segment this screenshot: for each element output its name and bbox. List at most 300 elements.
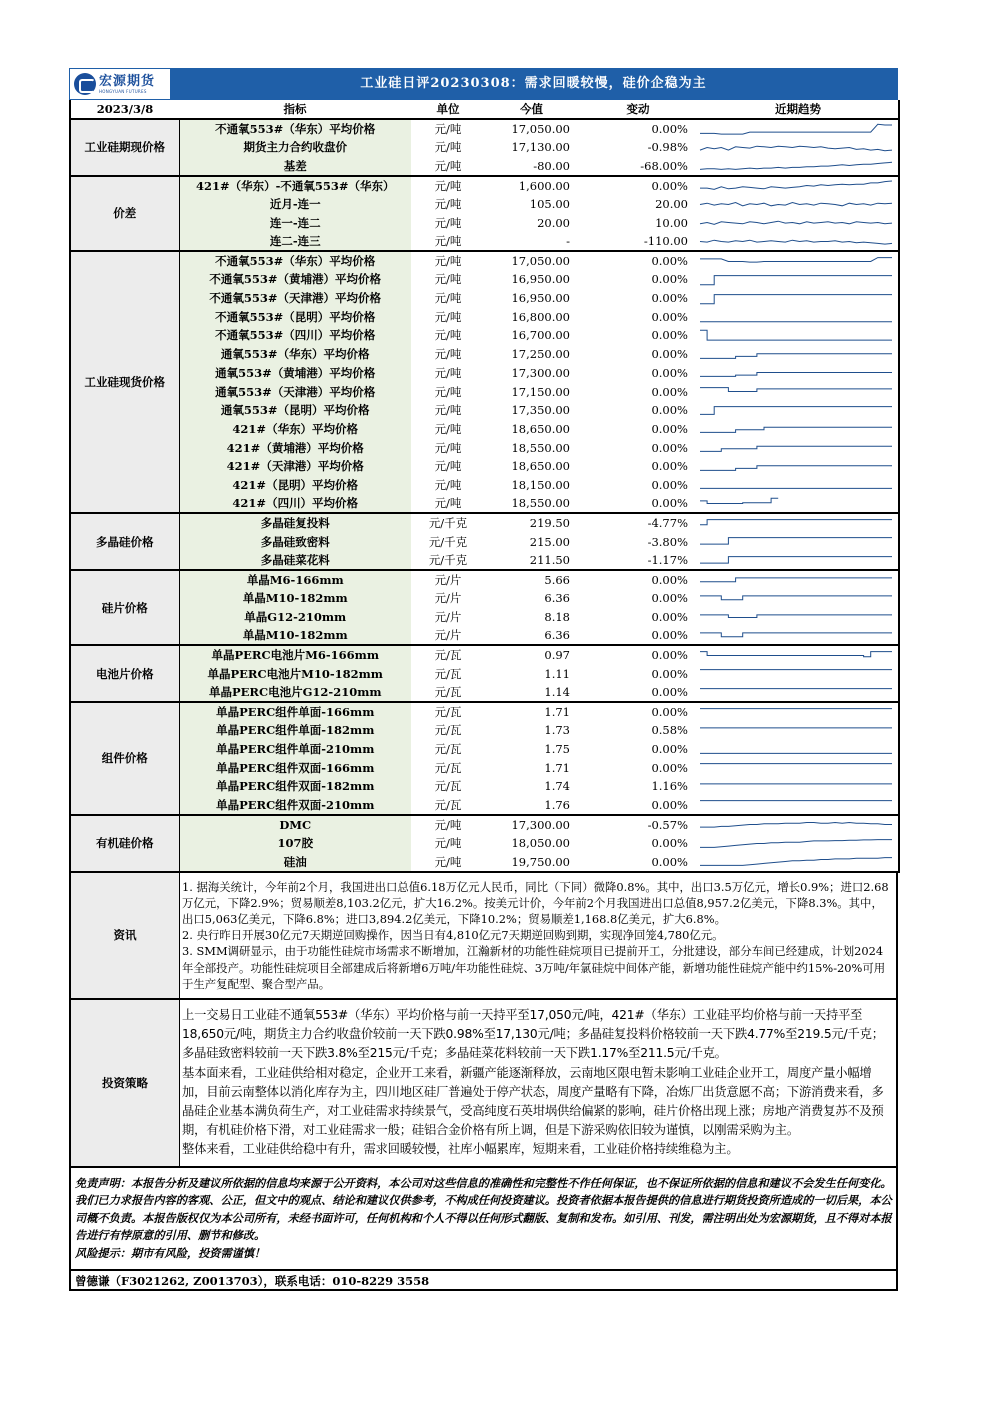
category-label: 组件价格 [70, 702, 179, 815]
change-cell: 0.00% [578, 683, 698, 702]
unit-cell: 元/吨 [434, 309, 462, 324]
value-cell: 17,300.00 [511, 817, 570, 832]
change-cell: 0.00% [651, 705, 688, 720]
trend-line [700, 124, 892, 134]
table-row [70, 740, 899, 759]
trend-sparkline [698, 835, 896, 852]
unit-cell: 元/吨 [411, 157, 485, 176]
table-row [70, 570, 899, 589]
value-cell: 18,050.00 [511, 836, 570, 851]
trend-sparkline [698, 647, 896, 664]
value-cell: 211.50 [485, 551, 578, 570]
trend-cell [698, 364, 899, 383]
change-cell: 0.00% [651, 309, 688, 324]
unit-cell: 元/吨 [434, 347, 462, 362]
trend-cell [698, 195, 899, 214]
value-cell: 18,150.00 [511, 477, 570, 492]
unit-cell: 元/吨 [434, 440, 462, 455]
unit-cell: 元/片 [434, 610, 462, 625]
indicator-name: 近月-连一 [179, 195, 411, 214]
value-cell: 1.73 [544, 723, 570, 738]
trend-line [700, 538, 892, 545]
table-row [70, 777, 899, 796]
unit-cell: 元/吨 [434, 328, 462, 343]
strategy-label: 投资策略 [71, 1000, 180, 1166]
table-row [70, 307, 899, 326]
trend-cell [698, 608, 899, 627]
trend-cell [698, 740, 899, 759]
indicator-name: 不通氧553#（华东）平均价格 [179, 119, 411, 138]
unit-cell: 元/吨 [434, 365, 462, 380]
trend-cell [698, 834, 899, 853]
indicator-name: 不通氧553#（华东）平均价格 [179, 251, 411, 270]
change-cell: 10.00 [655, 215, 688, 230]
table-row [70, 815, 899, 834]
table-row [70, 683, 899, 702]
change-cell: 0.00% [651, 384, 688, 399]
unit-cell: 元/瓦 [411, 683, 485, 702]
indicator-name: 不通氧553#（昆明）平均价格 [179, 307, 411, 326]
unit-header: 单位 [411, 100, 485, 119]
value-cell: 16,800.00 [511, 309, 570, 324]
value-cell: 18,550.00 [485, 494, 578, 513]
change-cell: 0.00% [578, 853, 698, 872]
table-row [70, 476, 899, 495]
unit-cell: 元/吨 [434, 122, 462, 136]
unit-cell: 元/吨 [411, 494, 485, 513]
trend-sparkline [698, 139, 896, 156]
value-cell: 19,750.00 [485, 853, 578, 872]
unit-cell: 元/吨 [434, 254, 462, 269]
indicator-name: 421#（四川）平均价格 [179, 494, 411, 513]
change-cell: 20.00 [655, 197, 688, 212]
trend-sparkline [698, 402, 896, 419]
value-cell: 17,150.00 [511, 384, 570, 399]
table-row [70, 232, 899, 251]
indicator-name: 单晶PERC组件单面-182mm [179, 721, 411, 740]
trend-sparkline [698, 853, 896, 870]
change-header: 变动 [578, 100, 698, 119]
trend-cell [698, 401, 899, 420]
indicator-name: 421#（昆明）平均价格 [179, 476, 411, 495]
change-cell: 0.00% [651, 648, 688, 663]
value-cell: 6.36 [544, 591, 570, 606]
change-cell: 0.00% [651, 836, 688, 851]
table-row [70, 326, 899, 345]
trend-line [700, 519, 892, 524]
indicator-name: 单晶PERC组件双面-166mm [179, 758, 411, 777]
unit-cell: 元/瓦 [434, 666, 462, 681]
trend-line [700, 823, 892, 828]
indicator-name: 单晶PERC组件双面-210mm [179, 796, 411, 815]
value-cell: 16,700.00 [511, 328, 570, 343]
value-cell: 5.66 [544, 573, 570, 587]
indicator-name: 单晶PERC组件单面-210mm [179, 740, 411, 759]
table-row [70, 176, 899, 195]
indicator-name: 单晶PERC组件单面-166mm [179, 702, 411, 721]
indicator-name: 多晶硅致密料 [179, 532, 411, 551]
value-cell: 1.76 [485, 796, 578, 815]
table-row [70, 138, 899, 157]
trend-sparkline [698, 196, 896, 213]
table-row [70, 457, 899, 476]
table-row [70, 796, 899, 815]
report-title: 工业硅日评20230308：需求回暖较慢，硅价企稳为主 [170, 69, 897, 99]
trend-sparkline [698, 665, 896, 682]
indicator-name: 单晶M6-166mm [179, 570, 411, 589]
news-label: 资讯 [71, 873, 180, 998]
change-cell: 0.00% [651, 610, 688, 625]
trend-line [700, 353, 892, 358]
table-row [70, 721, 899, 740]
unit-cell: 元/千克 [428, 534, 468, 549]
trend-cell [698, 664, 899, 683]
unit-cell: 元/瓦 [434, 705, 462, 720]
unit-cell: 元/吨 [434, 384, 462, 399]
table-row [70, 119, 899, 138]
trend-sparkline [698, 214, 896, 231]
change-cell: 0.00% [651, 178, 688, 193]
trend-header: 近期趋势 [698, 100, 899, 119]
trend-cell [698, 777, 899, 796]
unit-cell: 元/片 [411, 626, 485, 645]
trend-cell [698, 570, 899, 589]
table-row [70, 758, 899, 777]
analyst-contact: 曾德谦（F3021262, Z0013703），联系电话：010-8229 3558 [69, 1271, 898, 1291]
indicator-name: 单晶PERC电池片M10-182mm [179, 664, 411, 683]
change-cell: 0.00% [578, 796, 698, 815]
table-row [70, 382, 899, 401]
change-cell: 0.00% [651, 254, 688, 269]
table-row [70, 608, 899, 627]
indicator-name: 单晶G12-210mm [179, 608, 411, 627]
value-cell: 16,950.00 [511, 291, 570, 306]
trend-sparkline [698, 458, 896, 475]
trend-cell [698, 815, 899, 834]
table-row [70, 401, 899, 420]
trend-line [700, 596, 892, 600]
change-cell: 0.00% [651, 591, 688, 606]
change-cell: 0.00% [578, 626, 698, 645]
unit-cell: 元/吨 [411, 232, 485, 251]
trend-sparkline [698, 778, 896, 795]
indicator-name: 多晶硅菜花料 [179, 551, 411, 570]
unit-cell: 元/吨 [434, 817, 462, 832]
unit-cell: 元/吨 [434, 140, 462, 155]
table-row [70, 702, 899, 721]
value-cell: 17,050.00 [511, 254, 570, 269]
change-cell: 0.00% [651, 365, 688, 380]
indicator-name: DMC [179, 815, 411, 834]
value-cell: 17,300.00 [511, 365, 570, 380]
indicator-name: 421#（黄埔港）平均价格 [179, 438, 411, 457]
change-cell: 0.00% [651, 291, 688, 306]
trend-line [700, 428, 892, 433]
value-cell: 6.36 [485, 626, 578, 645]
trend-line [700, 498, 778, 503]
value-cell: 20.00 [537, 215, 570, 230]
value-cell: - [485, 232, 578, 251]
trend-line [700, 614, 892, 617]
trend-sparkline [698, 515, 896, 532]
table-row [70, 664, 899, 683]
category-label: 电池片价格 [70, 645, 179, 702]
news-body [180, 873, 896, 998]
trend-cell [698, 420, 899, 439]
logo-name-en: HONGYUAN FUTURES [99, 88, 147, 94]
trend-sparkline [698, 253, 896, 270]
table-row [70, 532, 899, 551]
table-row [70, 289, 899, 308]
indicator-name: 不通氧553#（四川）平均价格 [179, 326, 411, 345]
strategy-paragraph: 整体来看，工业硅供给稳中有升，需求回暖较慢，社库小幅累库，短期来看，工业硅价格持续维稳为主。 [182, 1142, 739, 1157]
trend-sparkline [698, 327, 896, 344]
table-row [70, 513, 899, 532]
trend-line [700, 446, 892, 451]
indicator-name: 连二-连三 [179, 232, 411, 251]
trend-line [700, 330, 892, 340]
trend-line [700, 294, 892, 303]
value-cell: 1.71 [544, 760, 570, 775]
trend-cell [698, 494, 899, 513]
indicator-name: 单晶PERC电池片G12-210mm [179, 683, 411, 702]
value-cell: 219.50 [529, 516, 570, 531]
value-cell: 1.11 [544, 666, 570, 681]
logo-mark-icon [74, 73, 96, 95]
trend-sparkline [698, 233, 896, 250]
unit-cell: 元/吨 [434, 477, 462, 492]
table-row [70, 420, 899, 439]
change-cell: 0.00% [651, 666, 688, 681]
trend-cell [698, 758, 899, 777]
trend-sparkline [698, 420, 896, 437]
category-label: 多晶硅价格 [70, 513, 179, 570]
change-cell: 0.00% [651, 742, 688, 757]
table-row [70, 157, 899, 176]
table-row [70, 251, 899, 270]
value-cell: 18,650.00 [511, 459, 570, 474]
date-header: 2023/3/8 [70, 100, 179, 119]
trend-sparkline [698, 290, 896, 307]
unit-cell: 元/片 [434, 573, 462, 587]
indicator-name: 期货主力合约收盘价 [179, 138, 411, 157]
change-cell: 0.00% [651, 760, 688, 775]
table-row [70, 626, 899, 645]
company-logo [70, 69, 170, 99]
value-cell: 16,950.00 [511, 272, 570, 287]
value-cell: 17,250.00 [511, 347, 570, 362]
report-sheet [69, 68, 898, 1291]
value-header: 今值 [485, 100, 578, 119]
change-cell: -0.98% [647, 140, 688, 155]
trend-cell [698, 213, 899, 232]
value-cell: 1.71 [544, 705, 570, 720]
trend-sparkline [698, 177, 896, 194]
indicator-name: 多晶硅复投料 [179, 513, 411, 532]
table-row [70, 645, 899, 664]
change-cell: 0.00% [651, 403, 688, 418]
unit-cell: 元/吨 [434, 215, 462, 230]
category-label: 工业硅期现价格 [70, 119, 179, 176]
trend-sparkline [698, 572, 896, 589]
indicator-name: 硅油 [179, 853, 411, 872]
trend-sparkline [698, 157, 896, 174]
trend-cell [698, 307, 899, 326]
news-paragraph: 2. 央行昨日开展30亿元7天期逆回购操作，因当日有4,810亿元7天期逆回购到期，实现净回笼4,780亿元。 [182, 928, 724, 943]
indicator-name: 单晶M10-182mm [179, 589, 411, 608]
unit-cell: 元/吨 [434, 178, 462, 193]
strategy-body [180, 1000, 896, 1166]
change-cell: 0.00% [651, 328, 688, 343]
trend-cell [698, 476, 899, 495]
disclaimer [69, 1168, 898, 1271]
change-cell: 0.00% [651, 421, 688, 436]
trend-sparkline [698, 346, 896, 363]
trend-cell [698, 853, 899, 872]
unit-cell: 元/吨 [434, 836, 462, 851]
category-label: 有机硅价格 [70, 815, 179, 872]
risk-warning: 风险提示：期市有风险，投资需谨慎！ [75, 1245, 266, 1260]
table-row [70, 345, 899, 364]
table-row [70, 195, 899, 214]
table-header-row [70, 100, 899, 119]
unit-cell: 元/瓦 [434, 742, 462, 757]
trend-line [700, 651, 892, 656]
trend-cell [698, 138, 899, 157]
change-cell: -0.57% [647, 817, 688, 832]
trend-cell [698, 382, 899, 401]
logo-name: 宏源期货 [99, 73, 156, 89]
trend-sparkline [698, 609, 896, 626]
trend-cell [698, 721, 899, 740]
trend-line [700, 202, 892, 205]
change-cell: 0.58% [651, 723, 688, 738]
trend-cell [698, 251, 899, 270]
disclaimer-text: 免责声明：本报告分析及建议所依据的信息均来源于公开资料，本公司对这些信息的准确性和完整性不作任何保证，也不保证所依据的信息和建议不会发生任何变化。我们已力求报告内容的客观、公正，但文中的观点、结论和建议仅供参考，不构成任何投资建议。投资者依据本报告提供的信息进行期货投资所造成的一切后果，本公司概不负责。本报告版权仅为本公司所有，未经书面许可，任何机构和个人不得以任何形式翻版、复制和发布。如引用、刊发，需注明出处为宏源期货，且不得对本报告进行有悖原意的引用、删节和修改。 [75, 1175, 892, 1243]
indicator-name: 421#（华东）平均价格 [179, 420, 411, 439]
trend-line [700, 221, 892, 224]
unit-cell: 元/吨 [411, 853, 485, 872]
table-row [70, 438, 899, 457]
trend-cell [698, 702, 899, 721]
trend-sparkline [698, 383, 896, 400]
table-row [70, 589, 899, 608]
indicator-name: 连一-连二 [179, 213, 411, 232]
change-cell: -4.77% [647, 516, 688, 531]
trend-line [700, 466, 892, 471]
value-cell: 105.00 [529, 197, 570, 212]
trend-sparkline [698, 308, 896, 325]
change-cell: 1.16% [651, 779, 688, 794]
trend-sparkline [698, 759, 896, 776]
table-row [70, 853, 899, 872]
value-cell: 215.00 [529, 534, 570, 549]
trend-sparkline [698, 439, 896, 456]
unit-cell: 元/吨 [434, 197, 462, 212]
trend-cell [698, 232, 899, 251]
trend-line [700, 276, 892, 285]
value-cell: 17,130.00 [511, 140, 570, 155]
value-cell: 18,650.00 [511, 421, 570, 436]
change-cell: -1.17% [578, 551, 698, 570]
unit-cell: 元/千克 [428, 516, 468, 531]
indicator-name: 基差 [179, 157, 411, 176]
indicator-name: 通氧553#（黄埔港）平均价格 [179, 364, 411, 383]
value-cell: 0.97 [544, 648, 570, 663]
trend-sparkline [698, 495, 896, 512]
trend-cell [698, 457, 899, 476]
report-banner [69, 68, 898, 100]
news-paragraph: 3. SMM调研显示，由于功能性硅烷市场需求不断增加，江瀚新材的功能性硅烷项目已提前开工，分批建设，部分车间已经建成，计划2024年全部投产。功能性硅烷项目全部建成后将新增6万吨/年功能性硅烷、3万吨/年氯硅烷中间体产能，新增功能性硅烷产能中约15%-20%可用于生产复配型、聚合型产品。 [182, 944, 886, 991]
trend-cell [698, 589, 899, 608]
strategy-paragraph: 基本面来看，工业硅供给相对稳定，企业开工来看，新疆产能逐渐释放，云南地区限电暂未影响工业硅企业开工，周度产量小幅增加，目前云南整体以消化库存为主，四川地区硅厂普遍处于停产状态，周度产量略有下降，冶炼厂出货意愿不高；下游消费来看，多晶硅企业基本满负荷生产，对工业硅需求持续景气，受高纯度石英坩埚供给偏紧的影响，硅片价格出现上涨；房地产消费复苏不及预期，有机硅价格下滑，对工业硅需求一般；硅铝合金价格有所上调，但是下游采购依旧较为谨慎，以刚需采购为主。 [182, 1065, 884, 1138]
price-table [69, 100, 900, 873]
trend-sparkline [698, 704, 896, 721]
indicator-name: 通氧553#（华东）平均价格 [179, 345, 411, 364]
trend-line [700, 181, 892, 189]
news-section [69, 873, 898, 1000]
unit-cell: 元/吨 [434, 459, 462, 474]
trend-sparkline [698, 364, 896, 381]
change-cell: 0.00% [651, 122, 688, 136]
indicator-name: 通氧553#（昆明）平均价格 [179, 401, 411, 420]
trend-cell [698, 157, 899, 176]
indicator-name: 不通氧553#（天津港）平均价格 [179, 289, 411, 308]
unit-cell: 元/吨 [434, 272, 462, 287]
change-cell: 0.00% [651, 477, 688, 492]
trend-cell [698, 289, 899, 308]
trend-cell [698, 796, 899, 815]
trend-sparkline [698, 796, 896, 813]
indicator-name: 通氧553#（天津港）平均价格 [179, 382, 411, 401]
table-row [70, 364, 899, 383]
change-cell: 0.00% [651, 459, 688, 474]
news-paragraph: 1. 据海关统计，今年前2个月，我国进出口总值6.18万亿元人民币，同比（下同）微降0.8%。其中，出口3.5万亿元，增长0.9%；进口2.68万亿元，下降2.9%；贸易顺差8,103.2亿元，扩大16.2%。按美元计价，今年前2个月我国进出口总值8,957.2亿美元，下降8.3%。其中，出口5,063亿美元，下降6.8%；进口3,894.2亿美元，下降10.2%；贸易顺差1,168.8亿美元，扩大6.8%。 [182, 879, 889, 926]
value-cell: 17,050.00 [511, 122, 570, 136]
value-cell: 1.74 [544, 779, 570, 794]
trend-sparkline [698, 533, 896, 550]
indicator-name: 421#（华东）-不通氧553#（华东） [179, 176, 411, 195]
indicator-name: 单晶PERC组件双面-182mm [179, 777, 411, 796]
indicator-name: 不通氧553#（黄埔港）平均价格 [179, 270, 411, 289]
category-label: 硅片价格 [70, 570, 179, 645]
change-cell: -68.00% [578, 157, 698, 176]
change-cell: 0.00% [651, 573, 688, 587]
trend-cell [698, 513, 899, 532]
indicator-name: 107胶 [179, 834, 411, 853]
trend-sparkline [698, 816, 896, 833]
unit-cell: 元/瓦 [411, 796, 485, 815]
trend-line [700, 257, 892, 262]
trend-line [700, 556, 892, 563]
value-cell: 8.18 [544, 610, 570, 625]
table-row [70, 213, 899, 232]
change-cell: 0.00% [651, 272, 688, 287]
unit-cell: 元/吨 [434, 403, 462, 418]
trend-sparkline [698, 121, 896, 138]
trend-sparkline [698, 590, 896, 607]
indicator-name: 单晶M10-182mm [179, 626, 411, 645]
category-label: 工业硅现货价格 [70, 251, 179, 513]
trend-cell [698, 551, 899, 570]
trend-cell [698, 532, 899, 551]
indicator-header: 指标 [179, 100, 411, 119]
unit-cell: 元/瓦 [434, 723, 462, 738]
trend-line [700, 388, 892, 392]
trend-cell [698, 345, 899, 364]
value-cell: 18,550.00 [511, 440, 570, 455]
unit-cell: 元/吨 [434, 421, 462, 436]
